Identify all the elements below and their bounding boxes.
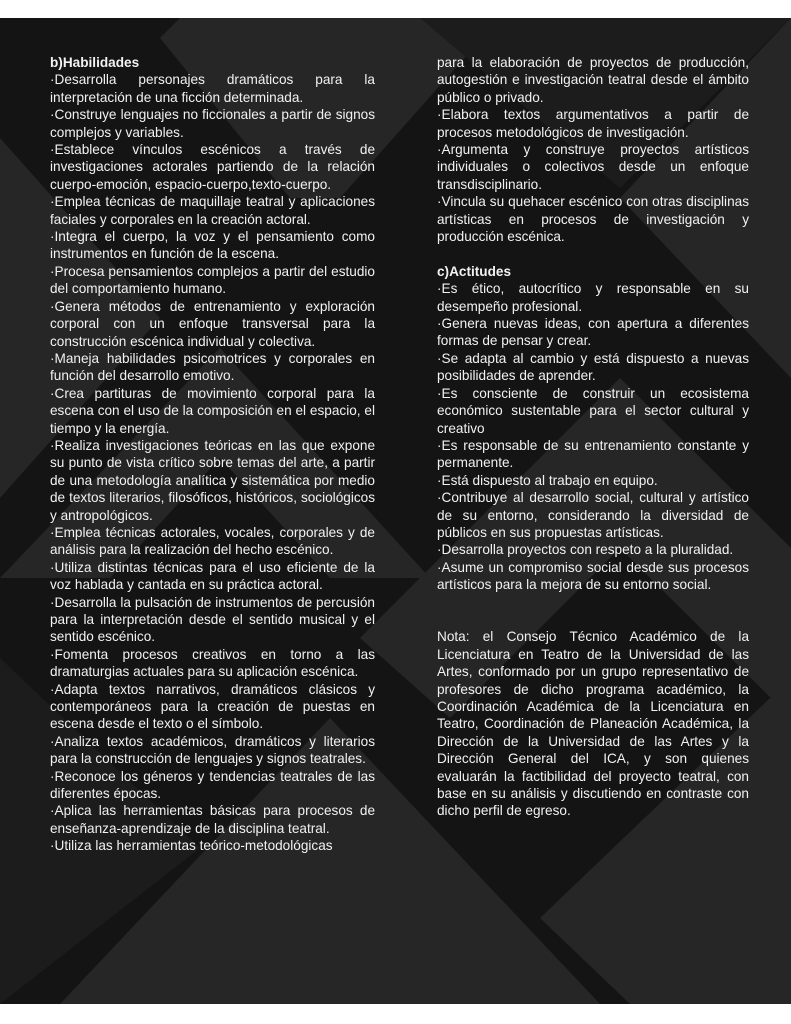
list-item: ·Utiliza distintas técnicas para el uso eficiente de la voz hablada y cantada en su práctica actoral. <box>50 559 375 593</box>
list-item: ·Establece vínculos escénicos a través de investigaciones actorales partiendo de la relación cuerpo-emoción, espacio-cuerpo,texto-cuerpo. <box>50 142 375 192</box>
note-paragraph: Nota: el Consejo Técnico Académico de la Licenciatura en Teatro de la Universidad de las Artes, conformado por un grupo representativo de profesores de dicho programa académico, la Coordinación Académica de la Licenciatura en Teatro, Coordinación de Planeación Académica, la Dirección de la Universidad de las Artes y la Dirección General del ICA, y son quienes evaluarán la factibilidad del proyecto teatral, con base en su análisis y discutiendo en contraste con dicho perfil de egreso. <box>437 629 749 819</box>
list-item: ·Genera métodos de entrenamiento y exploración corporal con un enfoque transversal para la construcción escénica individual y colectiva. <box>50 298 375 349</box>
list-item: ·Desarrolla personajes dramáticos para la interpretación de una ficción determinada. <box>50 72 375 105</box>
list-item: ·Argumenta y construye proyectos artísticos individuales o colectivos desde un enfoque transdisciplinario. <box>437 142 749 192</box>
list-item: ·Maneja habilidades psicomotrices y corporales en función del desarrollo emotivo. <box>50 350 375 384</box>
section-heading-habilidades: b)Habilidades <box>50 55 140 70</box>
list-item: ·Adapta textos narrativos, dramáticos clásicos y contemporáneos para la creación de puestas en escena desde el texto o el símbolo. <box>50 681 375 732</box>
list-item: ·Elabora textos argumentativos a partir de procesos metodológicos de investigación. <box>437 107 749 140</box>
list-item: ·Es consciente de construir un ecosistema económico sustentable para el sector cultural y creativo <box>437 385 749 436</box>
list-item: ·Genera nuevas ideas, con apertura a diferentes formas de pensar y crear. <box>437 316 749 349</box>
list-item: ·Analiza textos académicos, dramáticos y literarios para la construcción de lenguajes y signos teatrales. <box>50 733 375 767</box>
list-item: ·Fomenta procesos creativos en torno a las dramaturgias actuales para su aplicación escénica. <box>50 646 375 680</box>
left-column <box>50 54 375 855</box>
section-heading-actitudes: c)Actitudes <box>437 263 512 279</box>
spacer <box>437 245 749 262</box>
list-item: ·Procesa pensamientos complejos a partir del estudio del comportamiento humano. <box>50 263 375 297</box>
list-item: ·Utiliza las herramientas teórico-metodológicas <box>50 838 333 854</box>
spacer <box>437 594 749 629</box>
list-item: ·Crea partituras de movimiento corporal para la escena con el uso de la composición en el espacio, el tiempo y la energía. <box>50 385 375 436</box>
list-item: ·Vincula su quehacer escénico con otras disciplinas artísticas en procesos de investigación y producción escénica. <box>437 194 749 245</box>
list-item: ·Desarrolla la pulsación de instrumentos de percusión para la interpretación desde el sentido musical y el sentido escénico. <box>50 594 375 645</box>
list-item: ·Se adapta al cambio y está dispuesto a nuevas posibilidades de aprender. <box>437 350 749 384</box>
right-column <box>437 54 749 820</box>
list-item: ·Aplica las herramientas básicas para procesos de enseñanza-aprendizaje de la disciplina teatral. <box>50 803 375 836</box>
list-item: ·Contribuye al desarrollo social, cultural y artístico de su entorno, considerando la diversidad de públicos en sus propuestas artísticas. <box>437 490 749 540</box>
list-item: ·Construye lenguajes no ficcionales a partir de signos complejos y variables. <box>50 107 375 140</box>
list-item: ·Es ético, autocrítico y responsable en su desempeño profesional. <box>437 281 749 314</box>
document-page <box>0 18 791 1004</box>
list-item: ·Realiza investigaciones teóricas en las que expone su punto de vista crítico sobre temas del arte, a partir de una metodología analítica y sistemática por medio de textos literarios, filosóficos, históricos, sociológicos y antropológicos. <box>50 437 375 523</box>
list-item: para la elaboración de proyectos de producción, autogestión e investigación teatral desde el ámbito público o privado. <box>437 55 749 105</box>
list-item: ·Emplea técnicas actorales, vocales, corporales y de análisis para la realización del hecho escénico. <box>50 524 375 558</box>
list-item: ·Reconoce los géneros y tendencias teatrales de las diferentes épocas. <box>50 768 375 802</box>
list-item: ·Asume un compromiso social desde sus procesos artísticos para la mejora de su entorno social. <box>437 559 749 593</box>
list-item: ·Integra el cuerpo, la voz y el pensamiento como instrumentos en función de la escena. <box>50 229 375 262</box>
list-item: ·Es responsable de su entrenamiento constante y permanente. <box>437 437 749 471</box>
list-item: ·Emplea técnicas de maquillaje teatral y aplicaciones faciales y corporales en la creación actoral. <box>50 194 375 227</box>
list-item: ·Desarrolla proyectos con respeto a la pluralidad. <box>437 542 734 558</box>
list-item: ·Está dispuesto al trabajo en equipo. <box>437 472 658 488</box>
